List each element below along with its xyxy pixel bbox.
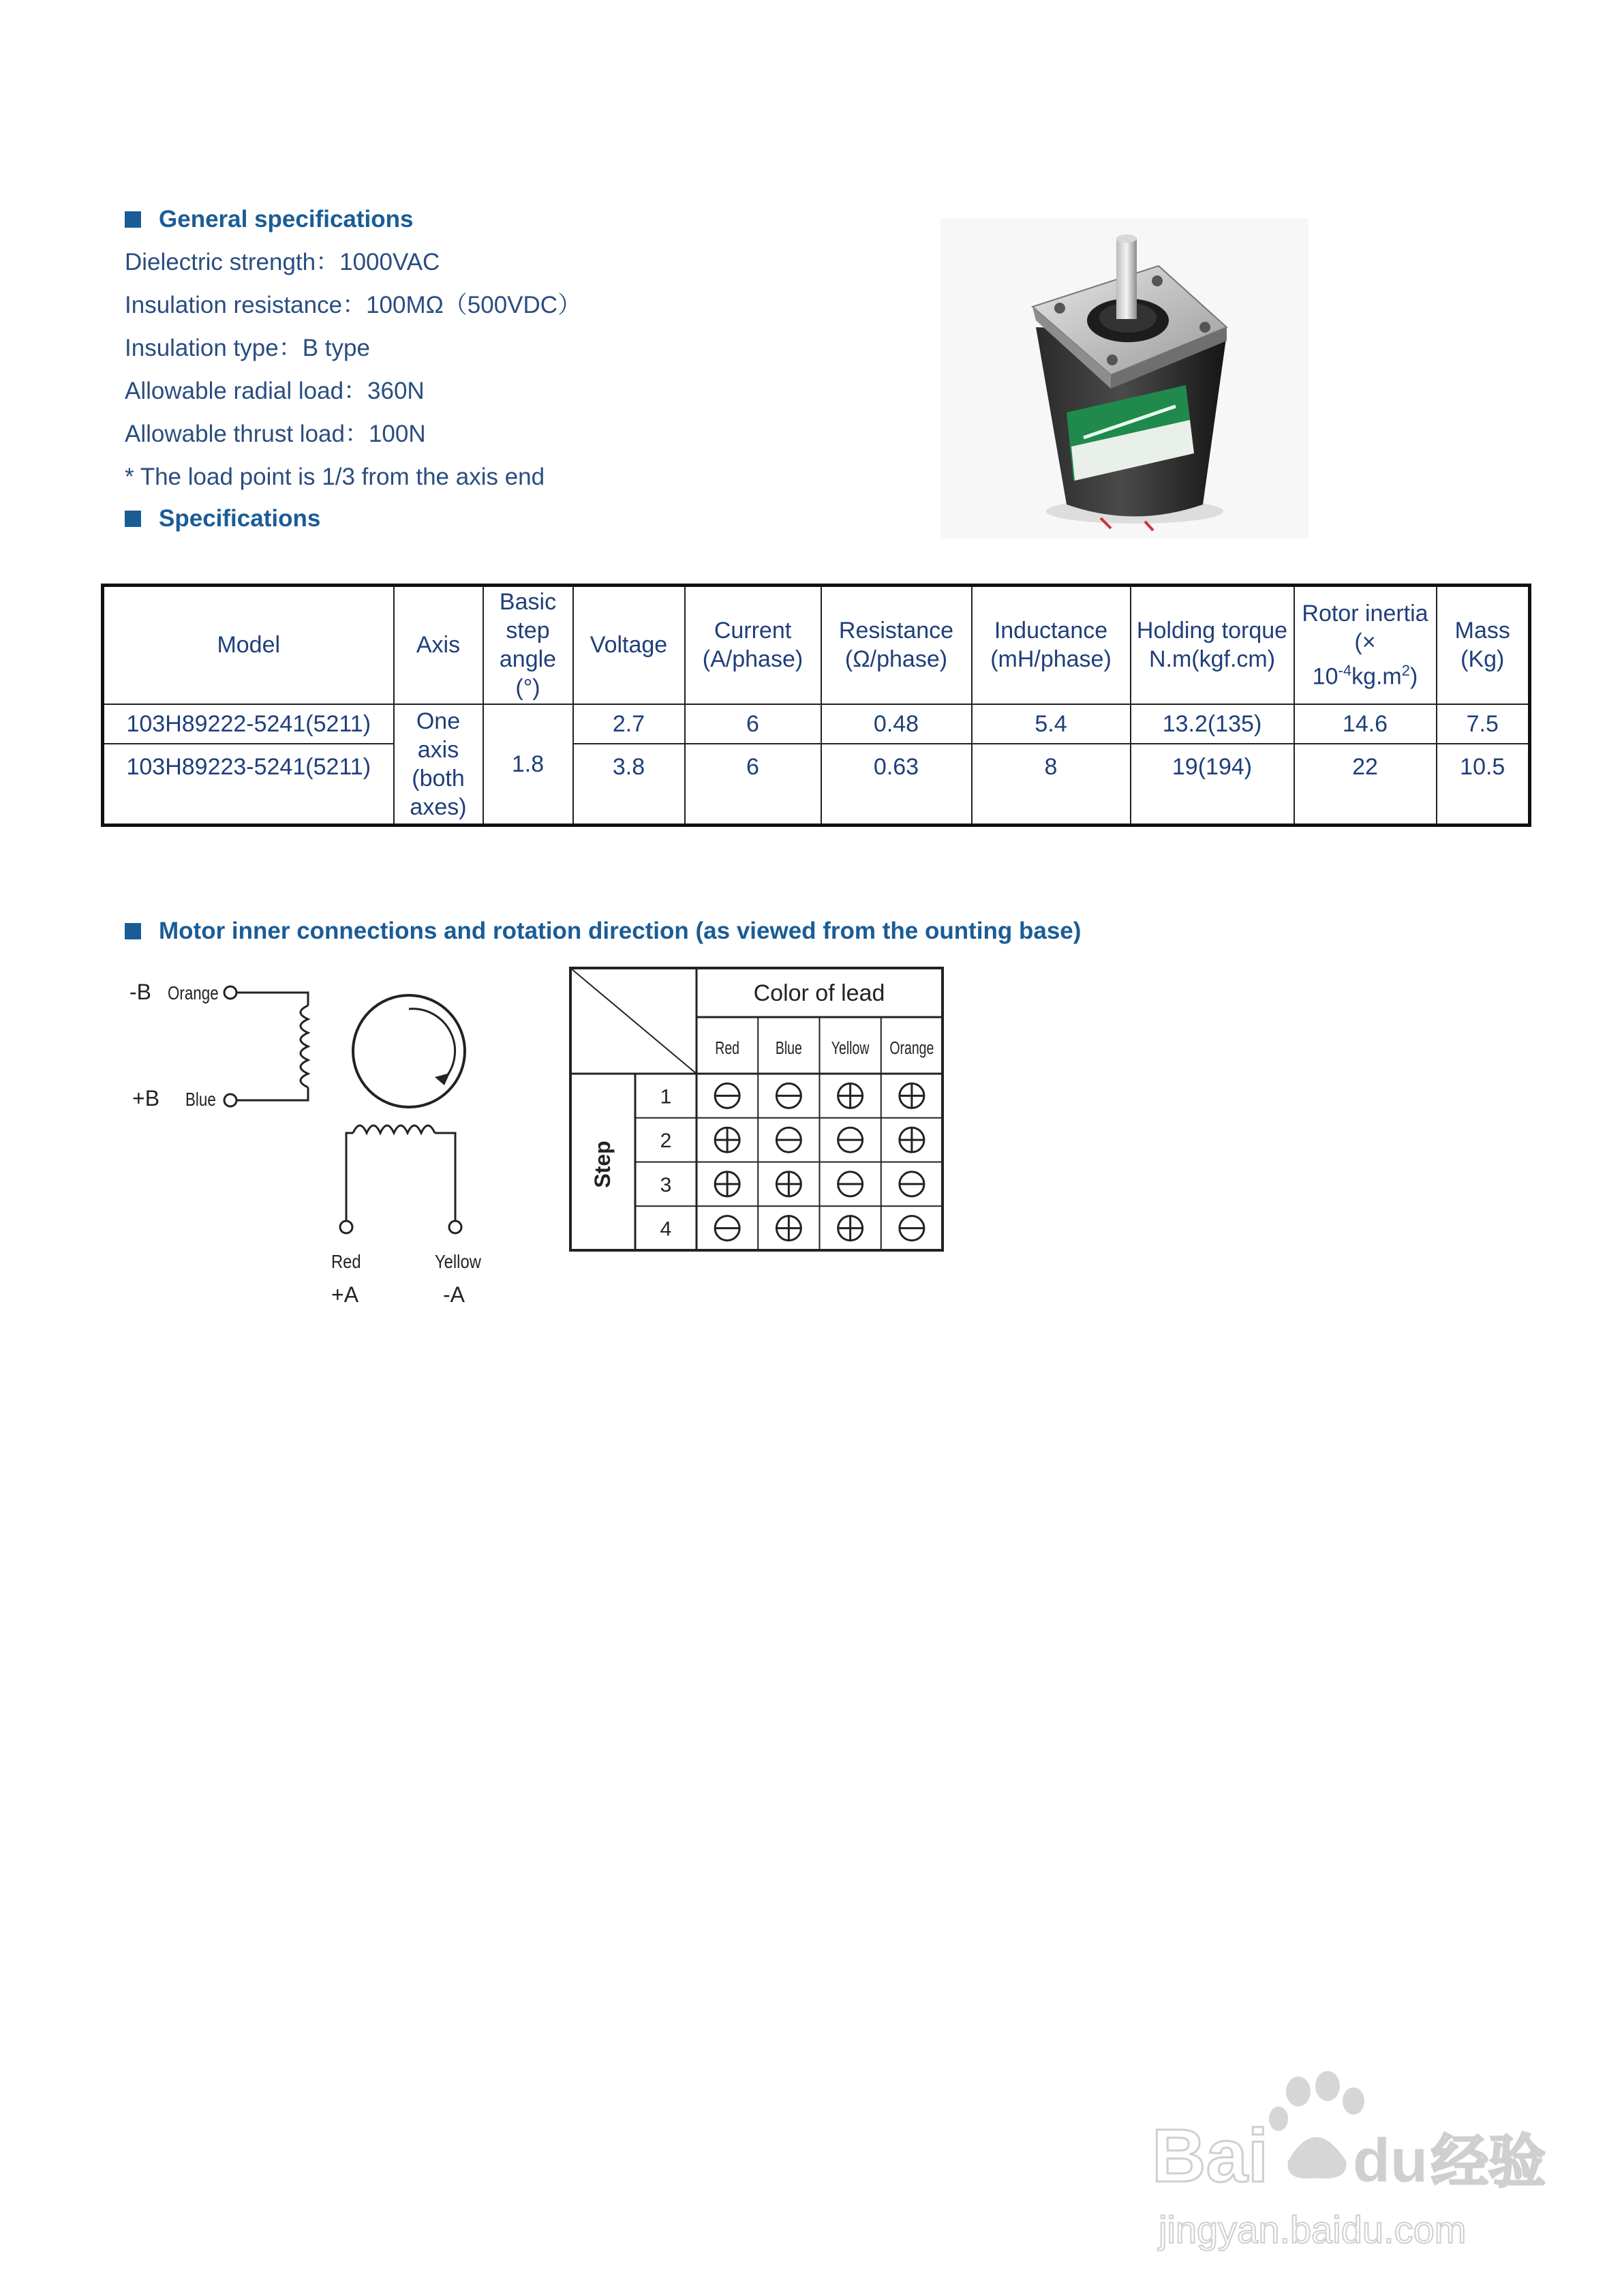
label-blue: Blue (185, 1089, 216, 1111)
cell-current: 6 (685, 704, 821, 744)
header-voltage: Voltage (573, 586, 685, 704)
header-axis: Axis (394, 586, 483, 704)
paw-logo-icon (1269, 2071, 1364, 2179)
square-bullet-icon (125, 923, 141, 939)
label-plus-a: +A (331, 1282, 359, 1307)
cell-step-angle: 1.8 (483, 704, 573, 826)
plus-circle-icon (900, 1128, 924, 1152)
jingyan-cn-text: 经验 (1431, 2130, 1546, 2194)
inertia-label: Rotor inertia (× (1302, 601, 1428, 656)
cell-model: 103H89223-5241(5211) (103, 744, 394, 826)
minus-circle-icon (838, 1128, 863, 1152)
header-holding-torque: Holding torque N.m(kgf.cm) (1131, 586, 1294, 704)
inertia-square: 2 (1401, 662, 1410, 680)
minus-circle-icon (900, 1172, 924, 1196)
cell-inductance: 8 (972, 744, 1131, 826)
cell-voltage: 2.7 (573, 704, 685, 744)
label-orange: Orange (168, 982, 219, 1004)
minus-circle-icon (715, 1216, 739, 1241)
cell-voltage: 3.8 (573, 744, 685, 826)
header-current: Current (A/phase) (685, 586, 821, 704)
cell-model: 103H89222-5241(5211) (103, 704, 394, 744)
label-red: Red (331, 1250, 361, 1273)
spec-line: Insulation type：B type (125, 335, 370, 361)
header-model: Model (103, 586, 394, 704)
plus-circle-icon (838, 1216, 863, 1241)
minus-circle-icon (776, 1128, 801, 1152)
step-number: 1 (660, 1085, 672, 1108)
rotor-circle (353, 995, 465, 1107)
minus-circle-icon (838, 1172, 863, 1196)
cell-inductance: 5.4 (972, 704, 1131, 744)
plus-circle-icon (776, 1172, 801, 1196)
cell-mass: 10.5 (1437, 744, 1530, 826)
step-rows (635, 1083, 943, 1240)
cell-inertia: 22 (1294, 744, 1437, 826)
lead-color-yellow: Yellow (831, 1038, 870, 1058)
step-sequence-table (569, 967, 944, 1253)
inertia-unit: kg.m (1351, 663, 1402, 690)
header-resistance: Resistance (Ω/phase) (821, 586, 972, 704)
minus-circle-icon (900, 1216, 924, 1241)
specifications-table (101, 584, 1531, 827)
specifications-title: Specifications (159, 505, 321, 532)
terminal-orange (224, 986, 236, 999)
label-minus-b: -B (129, 980, 151, 1004)
watermark-url: jingyan.baidu.com (1159, 2208, 1467, 2251)
cell-inertia: 14.6 (1294, 704, 1437, 744)
rotation-arrow-icon (409, 1009, 455, 1081)
lead-color-orange: Orange (889, 1038, 934, 1058)
cell-mass: 7.5 (1437, 704, 1530, 744)
terminal-red (340, 1221, 352, 1233)
header-mass: Mass (Kg) (1437, 586, 1530, 704)
load-note: * The load point is 1/3 from the axis end (125, 464, 545, 490)
plus-circle-icon (715, 1172, 739, 1196)
coil-b (236, 993, 308, 1100)
lead-color-red: Red (715, 1038, 740, 1058)
general-specs-heading (125, 205, 413, 234)
inertia-exponent: -4 (1338, 662, 1352, 680)
inertia-base: 10 (1312, 663, 1338, 690)
spec-line: Insulation resistance：100MΩ（500VDC） (125, 292, 582, 318)
baidu-jingyan-watermark (1145, 2066, 1554, 2270)
lead-color-blue: Blue (775, 1038, 802, 1058)
specifications-heading (125, 504, 320, 533)
label-yellow: Yellow (435, 1250, 481, 1273)
inertia-close: ) (1410, 663, 1418, 690)
label-plus-b: +B (132, 1086, 160, 1111)
cell-axis: One axis (both axes) (394, 704, 483, 826)
label-minus-a: -A (443, 1282, 465, 1307)
diagonal-line (570, 968, 697, 1074)
square-bullet-icon (125, 211, 141, 228)
plus-circle-icon (776, 1216, 801, 1241)
square-bullet-icon (125, 511, 141, 527)
plus-circle-icon (900, 1083, 924, 1108)
step-label: Step (590, 1141, 615, 1188)
color-of-lead-header: Color of lead (753, 980, 885, 1006)
stepper-motor-photo (940, 218, 1309, 539)
wiring-diagram (123, 961, 504, 1329)
terminal-blue (224, 1094, 236, 1106)
plus-circle-icon (715, 1128, 739, 1152)
general-specs-title: General specifications (159, 206, 414, 232)
minus-circle-icon (776, 1083, 801, 1108)
cell-torque: 19(194) (1131, 744, 1294, 826)
header-rotor-inertia (1294, 586, 1437, 704)
step-number: 3 (660, 1173, 672, 1196)
brand-text: Bai (1152, 2114, 1269, 2198)
arrow-head-icon (435, 1073, 450, 1085)
terminal-yellow (449, 1221, 461, 1233)
coil-a (346, 1126, 455, 1220)
spec-line: Dielectric strength：1000VAC (125, 249, 440, 275)
cell-current: 6 (685, 744, 821, 826)
table-header-row (103, 586, 1530, 704)
header-step-angle: Basic step angle (°) (483, 586, 573, 704)
table-row (103, 744, 1530, 826)
step-number: 2 (660, 1130, 672, 1153)
connections-title: Motor inner connections and rotation direction (as viewed from the ounting base) (159, 918, 1082, 944)
cell-resistance: 0.48 (821, 704, 972, 744)
spec-line: Allowable radial load：360N (125, 378, 425, 404)
connections-heading (125, 917, 1081, 946)
cell-torque: 13.2(135) (1131, 704, 1294, 744)
table-row (103, 704, 1530, 744)
cell-resistance: 0.63 (821, 744, 972, 826)
header-inductance: Inductance (mH/phase) (972, 586, 1131, 704)
minus-circle-icon (715, 1083, 739, 1108)
step-number: 4 (660, 1218, 672, 1241)
plus-circle-icon (838, 1083, 863, 1108)
spec-line: Allowable thrust load：100N (125, 421, 426, 447)
brand-text-du: du (1353, 2127, 1428, 2195)
